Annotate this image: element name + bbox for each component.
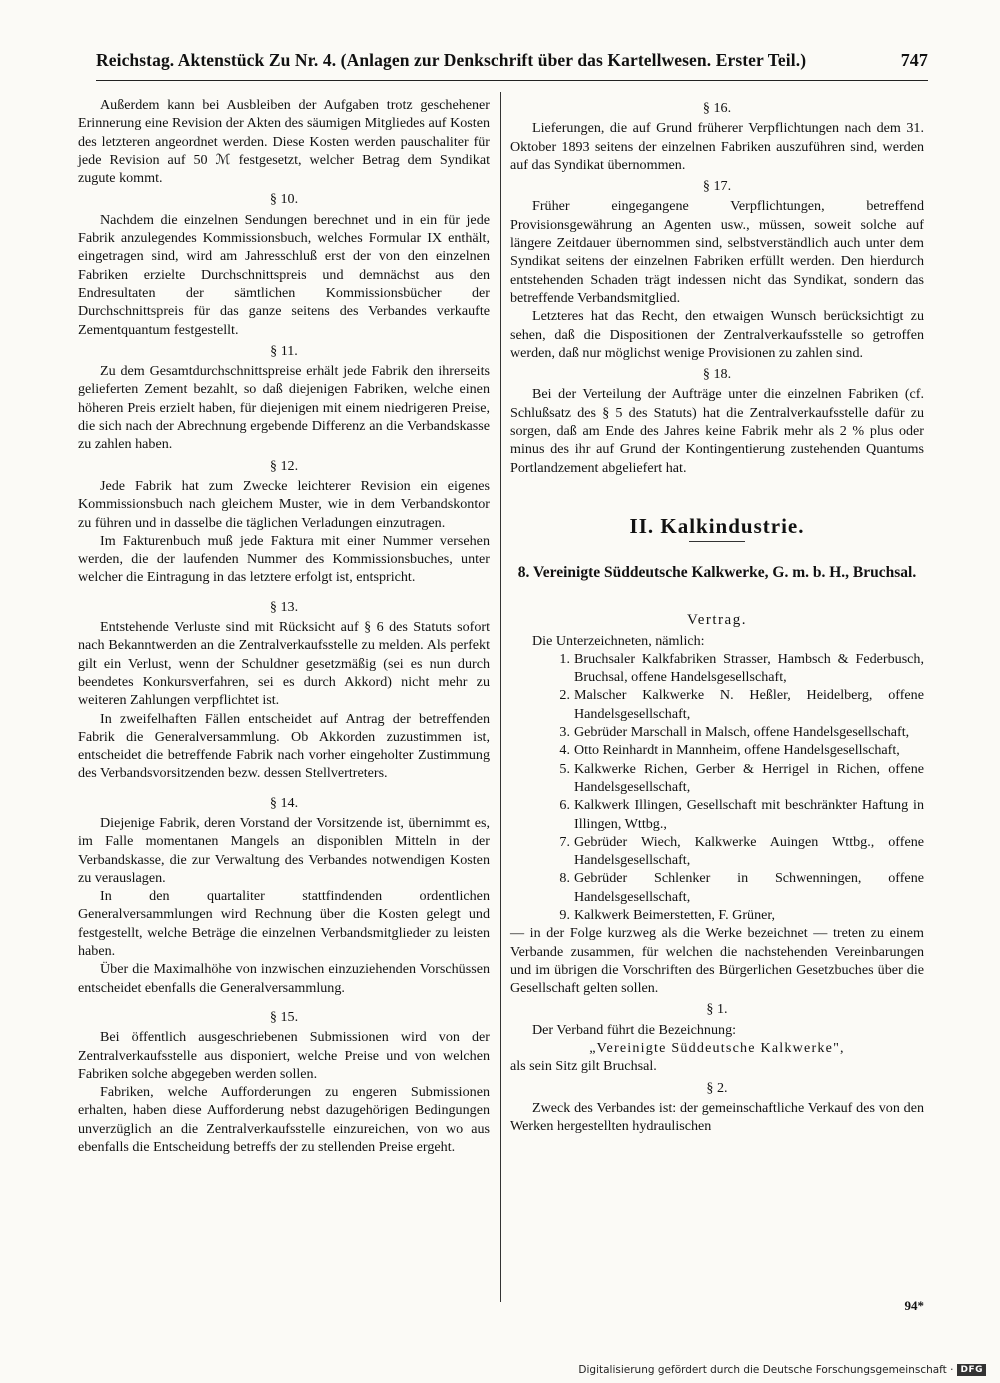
short-rule: [689, 541, 745, 542]
list-item: 1. Bruchsaler Kalkfabriken Strasser, Hambsch & Federbusch, Bruchsal, offene Handelsgesellschaft,: [559, 650, 924, 686]
section-heading: § 2.: [706, 1079, 728, 1096]
paragraph: In den quartaliter stattfindenden ordentlichen Generalversammlungen wird Rechnung über die Kosten gelegt und festgestellt, welche Beträge die einzelnen Verbandsmitglieder zu leisten haben.: [78, 888, 490, 960]
section-heading: § 15.: [269, 1008, 299, 1025]
left-column: [78, 96, 490, 1156]
section-heading: § 10.: [269, 191, 299, 208]
paragraph: Über die Maximalhöhe von inzwischen einzuziehenden Vorschüssen entscheidet ebenfalls die Generalversammlung.: [78, 961, 490, 996]
list-item: 7. Gebrüder Wiech, Kalkwerke Auingen Wttbg., offene Handelsgesellschaft,: [559, 833, 924, 869]
section-heading: § 17.: [702, 178, 732, 195]
page-number: 747: [900, 50, 928, 70]
running-header: [96, 50, 928, 81]
paragraph: In zweifelhaften Fällen entscheidet auf Antrag der betreffenden Fabrik die Generalversammlung. Ob Akkorden zuzustimmen ist, entscheidet die betreffende Fabrik nach vorher eingeholter Zustimmung des Verbandsvorsitzenden bezw. dessen Stellvertreters.: [78, 710, 490, 782]
paragraph: Die Unterzeichneten, nämlich:: [532, 632, 705, 649]
list-item: 2. Malscher Kalkwerke N. Heßler, Heidelberg, offene Handelsgesellschaft,: [559, 687, 924, 722]
paragraph: Nachdem die einzelnen Sendungen berechnet und in ein für jede Fabrik anzulegendes Kommissionsbuch, welches Formular IX enthält, eingetragen sind, wird am Jahresschluß erst der von den einzelnen Fabriken erzielte Durchschnittspreis und demnächst aus den Endresultaten der sämtlichen Kommissionsbücher der Durchschnittspreis für das ganze seitens des Verbandes verkaufte Zementquantum festgestellt.: [78, 211, 490, 338]
section-heading: § 14.: [269, 794, 299, 811]
paragraph: Diejenige Fabrik, deren Vorstand der Vorsitzende ist, übernimmt es, im Falle momentanen Mangels an disponiblen Mitteln in der Verbandskasse, die zur Verwaltung des Verbandes notwendigen Kosten zu verauslagen.: [78, 814, 490, 886]
paragraph: Bei der Verteilung der Aufträge unter die einzelnen Fabriken (cf. Schlußsatz des § 5 des Statuts) hat die Zentralverkaufsstelle dafür zu sorgen, daß am Ende des Jahres keine Fabrik mehr als 2 % plus oder minus des ihr auf Grund der Kontingentierung zustehenden Quantums Portlandzement abgeliefert hat.: [510, 386, 924, 476]
dfg-logo-icon: DFG: [957, 1364, 986, 1376]
list-item: 8. Gebrüder Schlenker in Schwenningen, offene Handelsgesellschaft,: [559, 870, 924, 905]
paragraph: Der Verband führt die Bezeichnung:: [532, 1021, 737, 1038]
list-item: 5. Kalkwerke Richen, Gerber & Herrigel in Richen, offene Handelsgesellschaft,: [559, 760, 924, 795]
paragraph: Jede Fabrik hat zum Zwecke leichterer Revision ein eigenes Kommissionsbuch nach gleichem Muster, wie in dem Verbandskontor zu führen und in dasselbe die täglichen Verladungen einzutragen.: [78, 477, 490, 531]
right-column: [510, 96, 924, 1136]
paragraph: Bei öffentlich ausgeschriebenen Submissionen wird von der Zentralverkaufsstelle aus disponiert, welche Preise und von welchen Fabriken solche abgegeben werden sollen.: [78, 1029, 490, 1082]
paragraph: Entstehende Verluste sind mit Rücksicht auf § 6 des Statuts sofort nach Bekanntwerden an die Zentralverkaufsstelle zu melden. Als perfekt gilt ein Verlust, wenn der Schuldner gesetzmäßig (sei es nun durch beendetes Konkursverfahren, sei es durch Akkord) nicht mehr zu weiteren Zahlungen verpflichtet ist.: [78, 619, 490, 709]
paragraph: — in der Folge kurzweg als die Werke bezeichnet — treten zu einem Verbande zusammen, für welchen die nachstehenden Vereinbarungen und im übrigen die Vorschriften des Bürgerlichen Gesetzbuches über die Gesellschaft gelten sollen.: [510, 925, 924, 997]
column-divider: [500, 92, 501, 1302]
quoted-name: „Vereinigte Süddeutsche Kalkwerke",: [589, 1040, 845, 1057]
part-heading: II. Kalkindustrie.: [629, 513, 805, 538]
paragraph: Früher eingegangene Verpflichtungen, betreffend Provisionsgewährung an Agenten usw., müssen, soweit solche auf längere Zeitdauer übernommen sind, selbstverständlich auch unter dem Syndikat seitens der einzelnen Fabriken erfüllt werden. Den hierdurch entstehenden Schaden trägt indessen nicht das Syndikat, sondern das betreffende Verbandsmitglied.: [510, 198, 924, 306]
party-list: [510, 650, 924, 924]
paragraph: Letzteres hat das Recht, den etwaigen Wunsch berücksichtigt zu sehen, daß die Dispositionen der Zentralverkaufsstelle so getroffen werden, daß nur möglichst wenige Provisionen zu zahlen sind.: [510, 308, 924, 361]
paragraph: Zu dem Gesamtdurchschnittspreise erhält jede Fabrik den ihrerseits gelieferten Zement bezahlt, so daß diejenigen Fabriken, welche einen höheren Preis erzielt haben, für diejenigen mit einem niedrigeren Preise, die sich nach der Abrechnung ergebende Differenz an die Verbandskasse zu zahlen haben.: [78, 363, 490, 453]
list-item: 6. Kalkwerk Illingen, Gesellschaft mit beschränkter Haftung in Illingen, Wttbg.,: [559, 797, 924, 832]
sheet-signature: 94*: [904, 1298, 924, 1313]
paragraph: Lieferungen, die auf Grund früherer Verpflichtungen nach dem 31. Oktober 1893 seitens der einzelnen Fabriken auszuführen sind, werden auf das Syndikat übernommen.: [510, 120, 924, 173]
list-item: 4. Otto Reinhardt in Mannheim, offene Handelsgesellschaft,: [559, 742, 900, 759]
section-heading: § 18.: [702, 366, 732, 383]
section-heading: § 11.: [270, 342, 298, 359]
paragraph: Außerdem kann bei Ausbleiben der Aufgaben trotz geschehener Erinnerung eine Revision der Akten des säumigen Mitgliedes auf Kosten des letzteren angeordnet werden. Diese Kosten werden pauschaliter für jede Revision auf 50 ℳ festgesetzt, welcher Betrag dem Syndikat zugute kommt.: [78, 97, 490, 187]
paragraph: Im Fakturenbuch muß jede Faktura mit einer Nummer versehen werden, die der laufenden Nummer des Kommissionsbuches, unter welcher die Eintragung in das letztere erfolgt ist, entspricht.: [78, 532, 490, 586]
document-subtitle: Vertrag.: [687, 612, 747, 629]
digitization-note: [578, 1364, 986, 1376]
digitization-text: Digitalisierung gefördert durch die Deutsche Forschungsgemeinschaft ·: [578, 1364, 954, 1376]
document-title: 8. Vereinigte Süddeutsche Kalkwerke, G. m. b. H., Bruchsal.: [517, 564, 917, 582]
paragraph: Fabriken, welche Aufforderungen zu engeren Submissionen erhalten, haben diese Aufforderung nebst dazugehörigen Bedingungen unverzüglich an die Zentralverkaufsstelle einzureichen, von wo aus ebenfalls die Entscheidung betreffs der zu stellenden Preise ergeht.: [78, 1084, 490, 1156]
section-heading: § 13.: [269, 598, 299, 615]
section-heading: § 16.: [702, 100, 732, 116]
list-item: 9. Kalkwerk Beimerstetten, F. Grüner,: [559, 906, 776, 923]
list-item: 3. Gebrüder Marschall in Malsch, offene Handelsgesellschaft,: [559, 724, 910, 741]
section-heading: § 12.: [269, 457, 299, 474]
running-title: Reichstag. Aktenstück Zu Nr. 4. (Anlagen zur Denkschrift über das Kartellwesen. Erster Teil.): [96, 50, 807, 70]
paragraph: Zweck des Verbandes ist: der gemeinschaftliche Verkauf des von den Werken hergestellten hydraulischen: [510, 1099, 924, 1135]
section-heading: § 1.: [706, 1001, 728, 1018]
paragraph: als sein Sitz gilt Bruchsal.: [510, 1058, 657, 1075]
